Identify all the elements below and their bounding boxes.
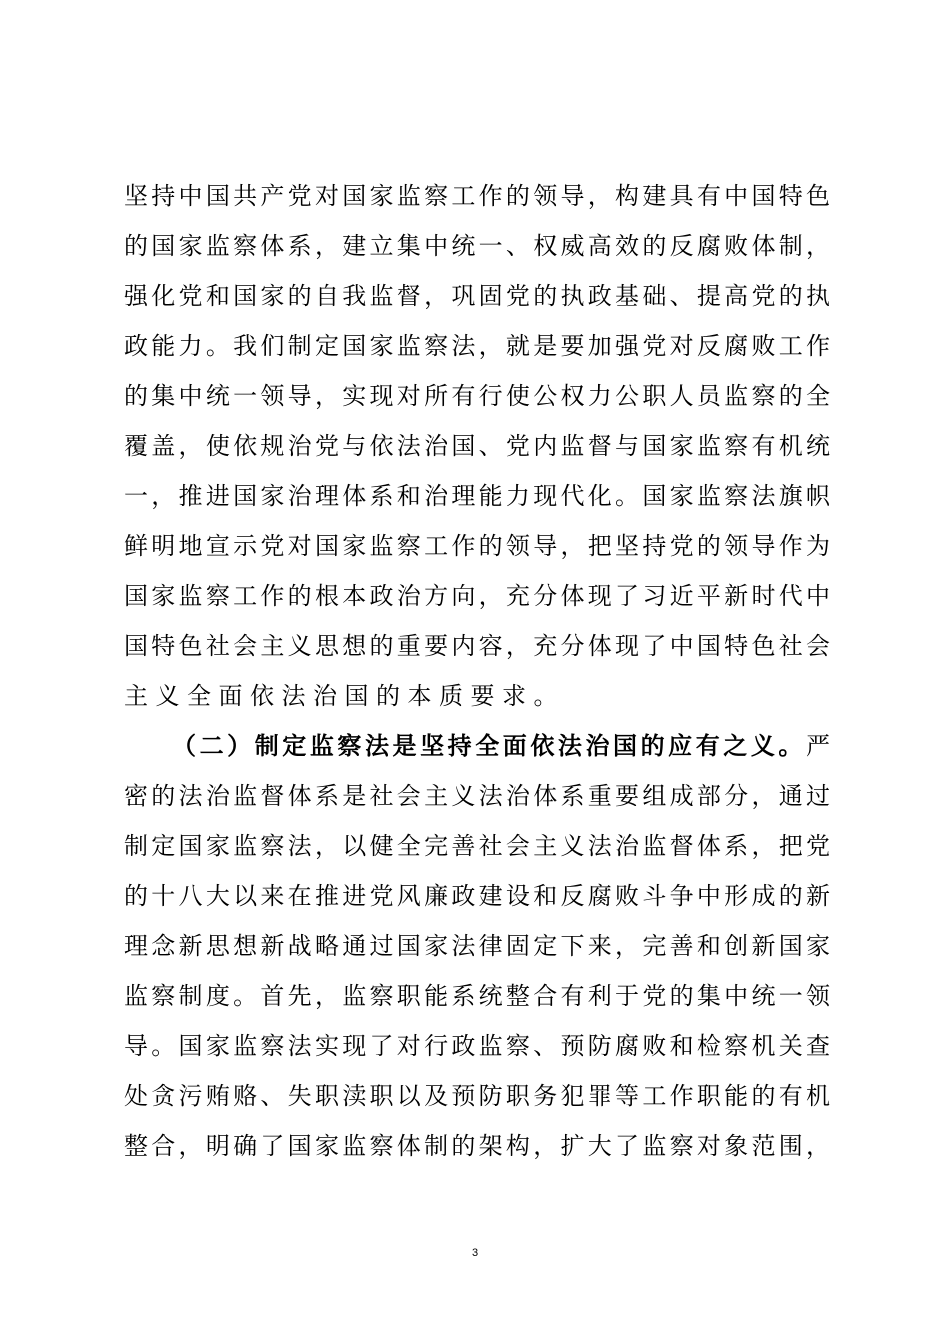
body-line: 的集中统一领导，实现对所有行使公权力公职人员监察的全	[124, 382, 830, 410]
section-heading: （二）制定监察法是坚持全面依法治国的应有之义。	[172, 731, 806, 760]
page-number: 3	[471, 1247, 479, 1259]
body-line: 制定国家监察法，以健全完善社会主义法治监督体系，把党	[124, 832, 830, 860]
section-heading-line	[172, 726, 830, 766]
body-line: 的国家监察体系，建立集中统一、权威高效的反腐败体制，	[124, 232, 830, 260]
body-line: 国特色社会主义思想的重要内容，充分体现了中国特色社会	[124, 632, 830, 660]
body-line: 坚持中国共产党对国家监察工作的领导，构建具有中国特色	[124, 182, 830, 210]
body-line: 一，推进国家治理体系和治理能力现代化。国家监察法旗帜	[124, 482, 830, 510]
body-line: 监察制度。首先，监察职能系统整合有利于党的集中统一领	[124, 982, 830, 1010]
body-line: 鲜明地宣示党对国家监察工作的领导，把坚持党的领导作为	[124, 532, 830, 560]
body-line: 导。国家监察法实现了对行政监察、预防腐败和检察机关查	[124, 1032, 830, 1060]
body-line: 国家监察工作的根本政治方向，充分体现了习近平新时代中	[124, 582, 830, 610]
section-heading-tail: 严	[806, 732, 830, 760]
body-line: 覆盖，使依规治党与依法治国、党内监督与国家监察有机统	[124, 432, 830, 460]
body-line: 强化党和国家的自我监督，巩固党的执政基础、提高党的执	[124, 282, 830, 310]
body-line: 主义全面依法治国的本质要求。	[124, 682, 565, 710]
body-line: 整合，明确了国家监察体制的架构，扩大了监察对象范围，	[124, 1132, 830, 1160]
body-line: 政能力。我们制定国家监察法，就是要加强党对反腐败工作	[124, 332, 830, 360]
body-line: 的十八大以来在推进党风廉政建设和反腐败斗争中形成的新	[124, 882, 830, 910]
body-line: 理念新思想新战略通过国家法律固定下来，完善和创新国家	[124, 932, 830, 960]
body-line: 密的法治监督体系是社会主义法治体系重要组成部分，通过	[124, 782, 830, 810]
body-line: 处贪污贿赂、失职渎职以及预防职务犯罪等工作职能的有机	[124, 1082, 830, 1110]
